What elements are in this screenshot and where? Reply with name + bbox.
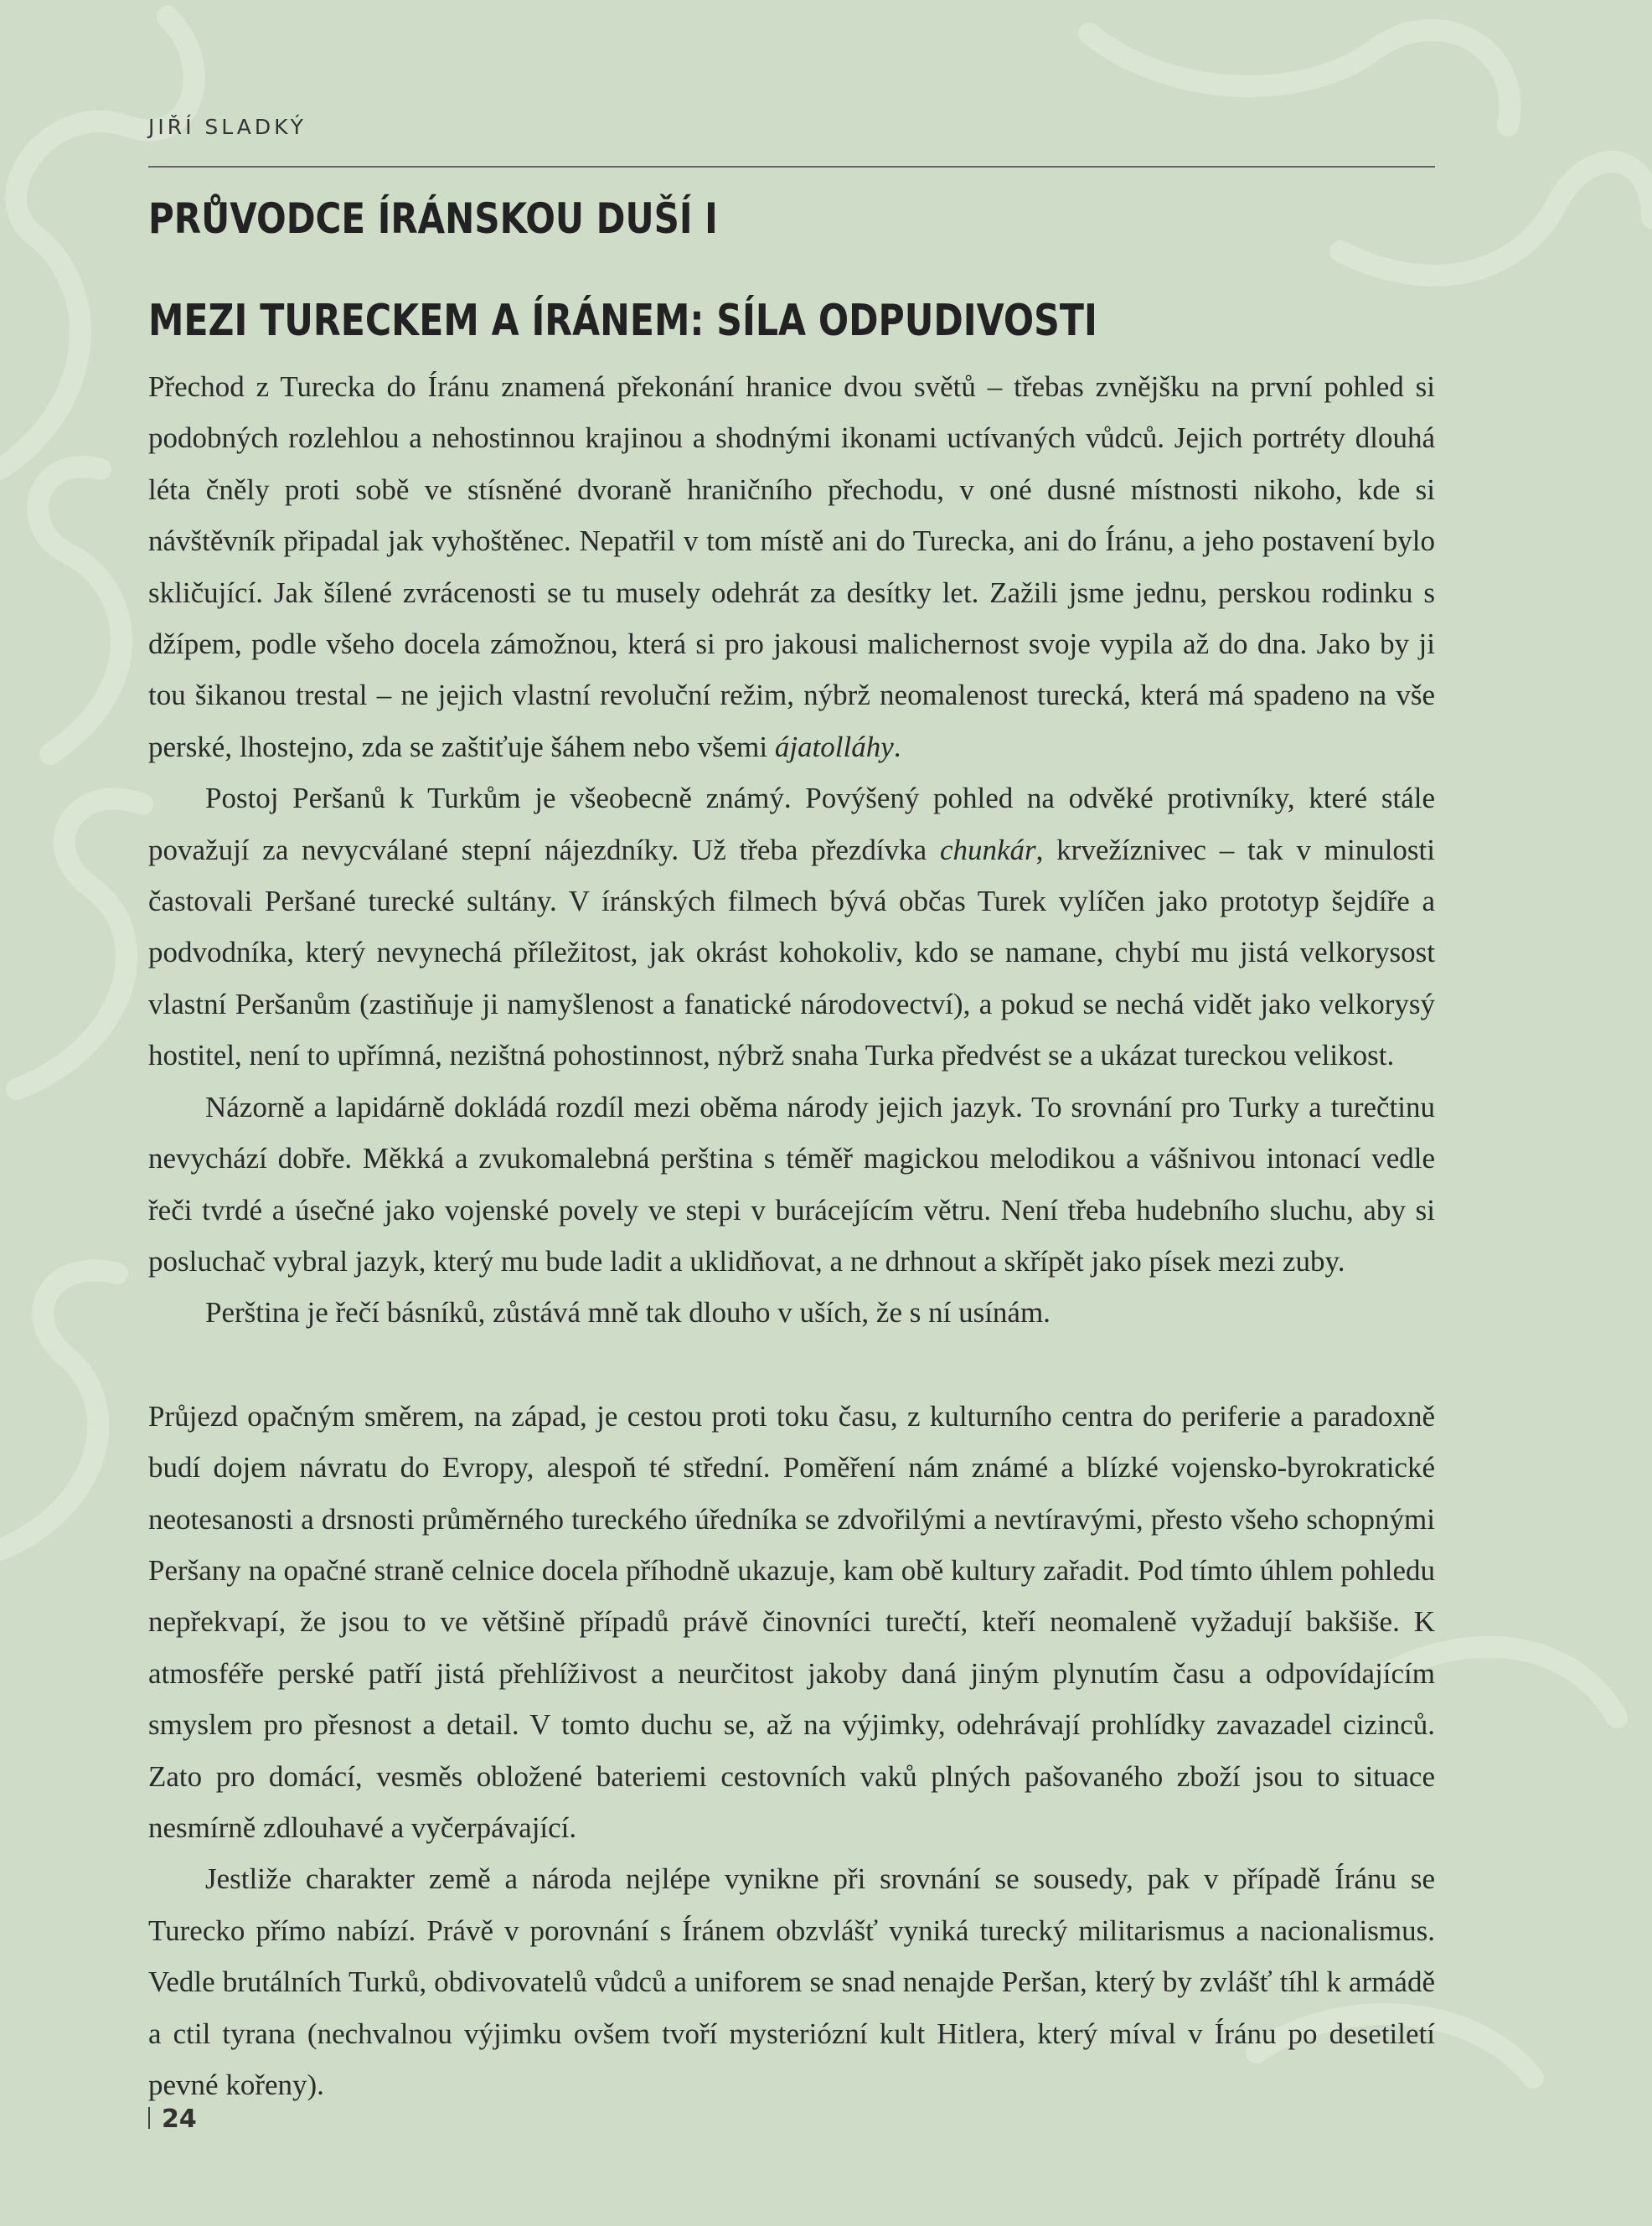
chapter-title: PRŮVODCE ÍRÁNSKOU DUŠÍ I — [148, 194, 718, 243]
paragraph-4: Perština je řečí básníků, zůstává mně tak dlouho v uších, že s ní usínám. — [205, 1296, 1051, 1330]
section-gap — [148, 1339, 1435, 1391]
paragraph-3: Názorně a lapidárně dokládá rozdíl mezi oběma národy jejich jazyk. To srovnání pro Turky a turečtinu nevychází dobře. Měkká a zvukomalebná perština s téměř magickou melodikou a vášnivou intonací vedle řeči tvrdé a úsečné jako vojenské povely ve stepi v burácejícím větru. Není třeba hudebního sluchu, aby si posluchač vybral jazyk, který mu bude ladit a uklidňovat, a ne drhnout a skřípět jako písek mezi zuby. — [148, 1090, 1435, 1278]
header-rule — [148, 166, 1435, 168]
folio-bar — [148, 2107, 150, 2129]
paragraph-2: Postoj Peršanů k Turkům je všeobecně známý. Povýšený pohled na odvěké protivníky, které stále považují za nevycválané stepní nájezdníky. Už třeba přezdívka chunkár, krvežíznivec – tak v minulosti častovali Peršané turecké sultány. V íránských filmech bývá občas Turek vylíčen jako prototyp šejdíře a podvodníka, který nevynechá příležitost, jak okrást kohokoliv, kdo se namane, chybí mu jistá velkorysost vlastní Peršanům (zastiňuje ji namyšlenost a fanatické národovectví), a pokud se nechá vidět jako velkorysý hostitel, není to upřímná, nezištná pohostinnost, nýbrž snaha Turka předvést se a ukázat tureckou velikost. — [148, 782, 1435, 1072]
paragraph-6: Jestliže charakter země a národa nejlépe vynikne při srovnání se sousedy, pak v případě Íránu se Turecko přímo nabízí. Právě v porovnání s Íránem obzvlášť vyniká turecký militarismus a nacionalismus. Vedle brutálních Turků, obdivovatelů vůdců a uniforem se snad nenajde Peršan, který by zvlášť tíhl k armádě a ctil tyrana (nechvalnou výjimku ovšem tvoří mysteriózní kult Hitlera, který míval v Íránu po desetiletí pevné kořeny). — [148, 1862, 1435, 2101]
italic-term: ájatolláhy — [774, 730, 894, 763]
paragraph-5: Průjezd opačným směrem, na západ, je cestou proti toku času, z kulturního centra do periferie a paradoxně budí dojem návratu do Evropy, alespoň té střední. Poměření nám známé a blízké vojensko-byrokratické neotesanosti a drsnosti průměrného tureckého úředníka se zdvořilými a nevtíravými, přesto všeho schopnými Peršany na opačné straně celnice docela příhodně ukazuje, kam obě kultury zařadit. Pod tímto úhlem pohledu nepřekvapí, že jsou to ve většině případů právě činovníci turečtí, kteří neomaleně vyžadují bakšiše. K atmosféře perské patří jistá přehlíživost a neurčitost jakoby daná jiným plynutím času a odpovídajícím smyslem pro přesnost a detail. V tomto duchu se, až na výjimky, odehrávají prohlídky zavazadel cizinců. Zato pro domácí, vesměs obložené bateriemi cestovních vaků plných pašovaného zboží jsou to situace nesmírně zdlouhavé a vyčerpávající. — [148, 1399, 1435, 1844]
section-title: MEZI TURECKEM A ÍRÁNEM: SÍLA ODPUDIVOSTI — [148, 296, 1097, 346]
page-number: 24 — [148, 2105, 197, 2134]
body-text — [148, 361, 1435, 2110]
paragraph-1: Přechod z Turecka do Íránu znamená překonání hranice dvou světů – třebas zvnějšku na první pohled si podobných rozlehlou a nehostinnou krajinou a shodnými ikonami uctívaných vůdců. Jejich portréty dlouhá léta čněly proti sobě ve stísněné dvoraně hraničního přechodu, v oné dusné místnosti nikoho, kde si návštěvník připadal jak vyhoštěnec. Nepatřil v tom místě ani do Turecka, ani do Íránu, a jeho postavení bylo skličující. Jak šílené zvrácenosti se tu musely odehrát za desítky let. Zažili jsme jednu, perskou rodinku s džípem, podle všeho docela zámožnou, která si pro jakousi malichernost svoje vypila až do dna. Jako by ji tou šikanou trestal – ne jejich vlastní revoluční režim, nýbrž neomalenost turecká, která má spadeno na vše perské, lhostejno, zda se zaštiťuje šáhem nebo všemi ájatolláhy. — [148, 370, 1435, 763]
italic-term: chunkár — [939, 833, 1036, 866]
running-header-author: JIŘÍ SLADKÝ — [148, 115, 307, 139]
